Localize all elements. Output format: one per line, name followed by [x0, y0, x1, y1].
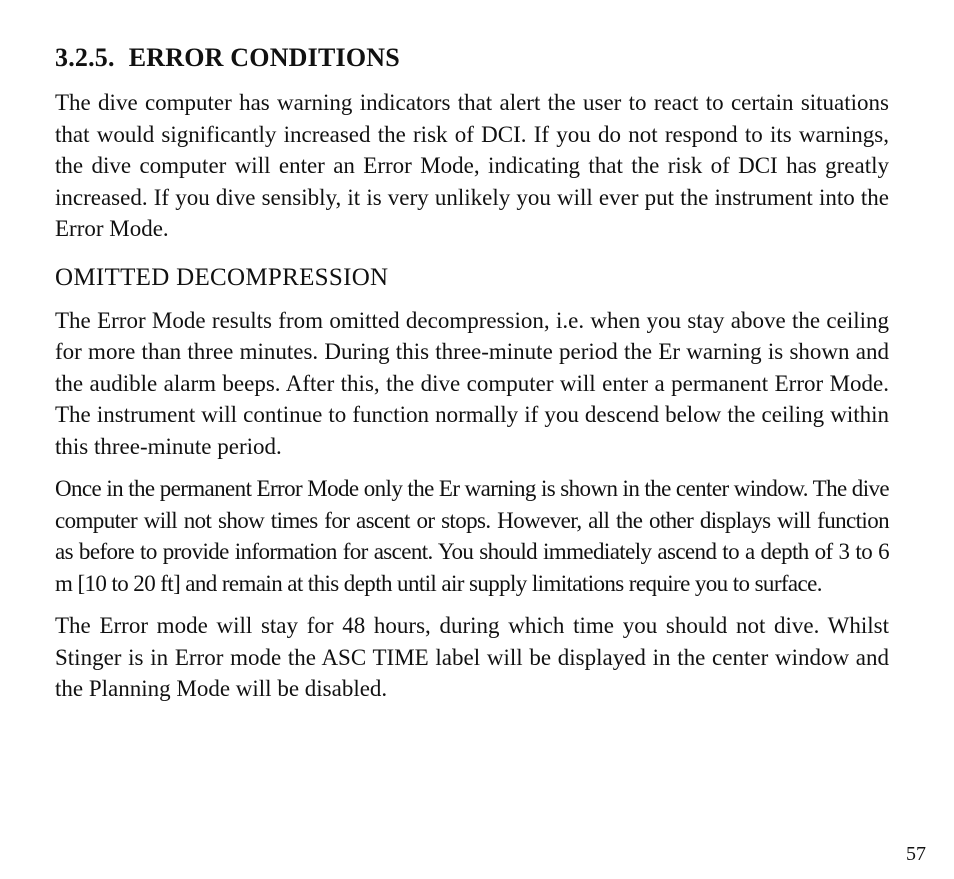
section-title: ERROR CONDITIONS [128, 43, 400, 72]
body-paragraph: The Error mode will stay for 48 hours, during which time you should not dive. Whilst Stinger is in Error mode the ASC TIME label will be displayed in the center window and the Planning Mode will be disabled. [55, 613, 889, 701]
body-paragraph: Once in the permanent Error Mode only the Er warning is shown in the center window. The dive computer will not show times for ascent or stops. However, all the other displays will function as before to provide information for ascent. You should immediately ascend to a depth of 3 to 6 m [10 to 20 ft] and remain at this depth until air supply limitations require you to surface. [55, 476, 889, 596]
document-page [55, 42, 889, 716]
page-number: 57 [906, 843, 926, 865]
intro-paragraph: The dive computer has warning indicators that alert the user to react to certain situations that would significantly increased the risk of DCI. If you do not respond to its warnings, the dive computer will enter an Error Mode, indicating that the risk of DCI has greatly increased. If you dive sensibly, it is very unlikely you will ever put the instrument into the Error Mode. [55, 90, 889, 241]
section-number: 3.2.5. [55, 43, 115, 72]
body-paragraph: The Error Mode results from omitted decompression, i.e. when you stay above the ceiling for more than three minutes. During this three-minute period the Er warning is shown and the audible alarm beeps. After this, the dive computer will enter a permanent Error Mode. The instrument will continue to function normally if you descend below the ceiling within this three-minute period. [55, 307, 889, 459]
subsection-heading: OMITTED DECOMPRESSION [55, 263, 389, 291]
section-heading [55, 42, 889, 74]
